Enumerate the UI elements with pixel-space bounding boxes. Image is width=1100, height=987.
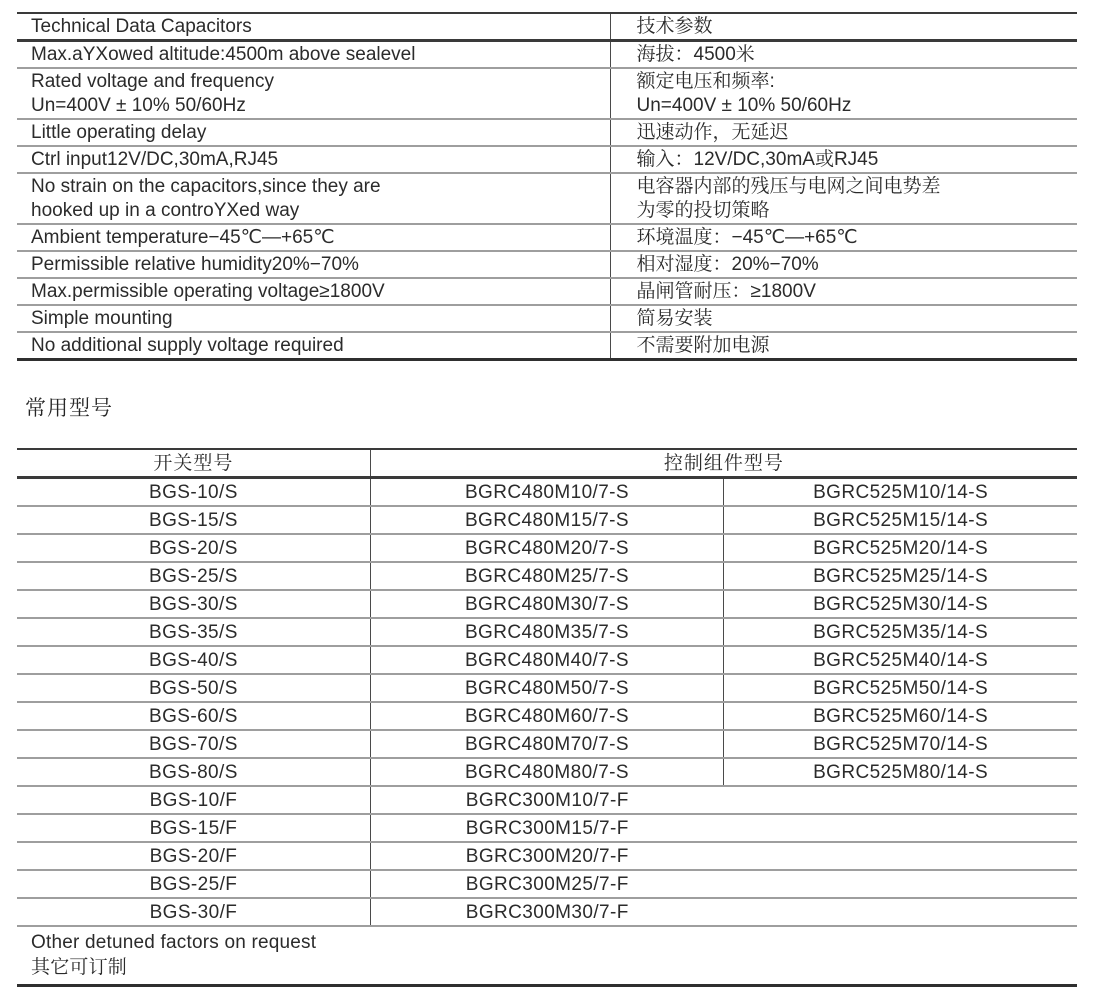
control-component-cell-1: BGRC480M10/7-S [370,478,723,507]
text-line: Max.permissible operating voltage≥1800V [31,280,385,302]
tech-spec-english [17,224,610,251]
text-line: 相对湿度：20%−70% [636,253,819,275]
text-line: 海拔：4500米 [636,43,755,65]
tech-table-row [17,251,1077,278]
control-component-cell-2: BGRC525M50/14-S [724,674,1077,702]
control-component-cell-2: BGRC525M35/14-S [724,618,1077,646]
model-table-row [17,758,1077,786]
switch-model-cell: BGS-20/S [17,534,370,562]
switch-model-cell: BGS-25/S [17,562,370,590]
text-line: 输入：12V/DC,30mA或RJ45 [636,148,879,170]
control-component-cell-1: BGRC480M50/7-S [370,674,723,702]
switch-model-column-header: 开关型号 [17,449,370,478]
text-line: Rated voltage and frequency [31,70,274,92]
tech-spec-chinese [610,68,1077,119]
tech-spec-english [17,278,610,305]
text-line: No strain on the capacitors,since they are [31,175,381,197]
control-component-cell-2 [724,786,1077,814]
tech-spec-chinese [610,13,1077,41]
footer-note [17,926,1077,986]
control-component-column-header: 控制组件型号 [370,449,1077,478]
tech-spec-english [17,119,610,146]
text-line: Max.aYXowed altitude:4500m above sealevel [31,43,416,65]
text-line: 环境温度：−45℃—+65℃ [636,226,858,248]
tech-spec-english [17,173,610,224]
model-table-row [17,646,1077,674]
control-component-cell-2 [724,842,1077,870]
text-line: 不需要附加电源 [636,334,770,356]
control-component-cell-1: BGRC480M80/7-S [370,758,723,786]
model-table-row [17,898,1077,926]
tech-spec-chinese [610,173,1077,224]
switch-model-cell: BGS-60/S [17,702,370,730]
model-table-row [17,674,1077,702]
text-line: Un=400V ± 10% 50/60Hz [31,94,246,116]
tech-spec-english [17,332,610,360]
control-component-cell-1: BGRC480M40/7-S [370,646,723,674]
tech-table-row [17,146,1077,173]
text-line: 简易安装 [636,307,713,329]
tech-table-row [17,224,1077,251]
control-component-cell-2: BGRC525M20/14-S [724,534,1077,562]
model-table-header-row [17,449,1077,478]
control-component-cell-2: BGRC525M30/14-S [724,590,1077,618]
text-line: Un=400V ± 10% 50/60Hz [636,94,852,116]
text-line: 额定电压和频率: [636,70,775,92]
tech-spec-english [17,251,610,278]
text-line: Little operating delay [31,121,207,143]
technical-data-table-body [17,13,1077,360]
text-line: No additional supply voltage required [31,334,344,356]
tech-spec-english [17,13,610,41]
control-component-cell-2 [724,870,1077,898]
model-table-row [17,870,1077,898]
tech-spec-chinese [610,224,1077,251]
footer-note-en: Other detuned factors on request [31,932,317,953]
switch-model-cell: BGS-80/S [17,758,370,786]
model-table-row [17,842,1077,870]
text-line: Permissible relative humidity20%−70% [31,253,359,275]
datasheet-page [0,12,1100,978]
control-component-cell-1: BGRC300M15/7-F [370,814,723,842]
text-line: Ambient temperature−45℃—+65℃ [31,226,335,248]
control-component-cell-2: BGRC525M60/14-S [724,702,1077,730]
model-table-row [17,562,1077,590]
switch-model-cell: BGS-50/S [17,674,370,702]
tech-spec-chinese [610,332,1077,360]
model-table-body [17,478,1077,927]
switch-model-cell: BGS-30/F [17,898,370,926]
control-component-cell-1: BGRC480M25/7-S [370,562,723,590]
model-table-row [17,786,1077,814]
switch-model-cell: BGS-40/S [17,646,370,674]
model-table-row [17,814,1077,842]
text-line: Ctrl input12V/DC,30mA,RJ45 [31,148,279,170]
control-component-cell-1: BGRC480M70/7-S [370,730,723,758]
control-component-cell-2: BGRC525M15/14-S [724,506,1077,534]
tech-table-header-row [17,13,1077,41]
tech-table-row [17,119,1077,146]
switch-model-cell: BGS-25/F [17,870,370,898]
model-table-row [17,534,1077,562]
control-component-cell-2 [724,814,1077,842]
control-component-cell-2: BGRC525M25/14-S [724,562,1077,590]
tech-spec-chinese [610,305,1077,332]
tech-spec-english [17,305,610,332]
tech-spec-english [17,68,610,119]
model-table-row [17,702,1077,730]
text-line: 电容器内部的残压与电网之间电势差 [636,175,941,197]
model-table-row [17,590,1077,618]
model-table-row [17,618,1077,646]
control-component-cell-1: BGRC480M15/7-S [370,506,723,534]
switch-model-cell: BGS-35/S [17,618,370,646]
model-number-table [17,448,1077,987]
text-line: 为零的投切策略 [636,199,770,221]
switch-model-cell: BGS-15/S [17,506,370,534]
text-line: Simple mounting [31,307,173,329]
text-line: 晶闸管耐压：≥1800V [636,280,816,302]
control-component-cell-2: BGRC525M70/14-S [724,730,1077,758]
switch-model-cell: BGS-10/F [17,786,370,814]
tech-table-row [17,173,1077,224]
control-component-cell-2 [724,898,1077,926]
model-table-row [17,730,1077,758]
tech-spec-chinese [610,146,1077,173]
switch-model-cell: BGS-10/S [17,478,370,507]
control-component-cell-2: BGRC525M40/14-S [724,646,1077,674]
tech-table-row [17,68,1077,119]
control-component-cell-1: BGRC480M30/7-S [370,590,723,618]
tech-table-row [17,305,1077,332]
control-component-cell-1: BGRC300M30/7-F [370,898,723,926]
control-component-cell-1: BGRC300M25/7-F [370,870,723,898]
tech-table-row [17,332,1077,360]
tech-spec-english [17,41,610,69]
text-line: 技术参数 [636,15,713,37]
tech-spec-chinese [610,119,1077,146]
switch-model-cell: BGS-15/F [17,814,370,842]
switch-model-cell: BGS-70/S [17,730,370,758]
control-component-cell-2: BGRC525M80/14-S [724,758,1077,786]
tech-spec-chinese [610,278,1077,305]
tech-spec-chinese [610,41,1077,69]
tech-table-row [17,41,1077,69]
text-line: 迅速动作，无延迟 [636,121,789,143]
model-table-row [17,506,1077,534]
switch-model-cell: BGS-30/S [17,590,370,618]
model-table-row [17,478,1077,507]
tech-spec-chinese [610,251,1077,278]
tech-spec-english [17,146,610,173]
control-component-cell-1: BGRC480M60/7-S [370,702,723,730]
control-component-cell-2: BGRC525M10/14-S [724,478,1077,507]
text-line: hooked up in a controYXed way [31,199,300,221]
tech-table-row [17,278,1077,305]
footer-note-cn: 其它可订制 [31,957,128,978]
switch-model-cell: BGS-20/F [17,842,370,870]
control-component-cell-1: BGRC300M20/7-F [370,842,723,870]
text-line: Technical Data Capacitors [31,15,252,37]
common-models-section-title: 常用型号 [25,397,113,420]
control-component-cell-1: BGRC480M20/7-S [370,534,723,562]
control-component-cell-1: BGRC480M35/7-S [370,618,723,646]
model-table-footer-row [17,926,1077,986]
control-component-cell-1: BGRC300M10/7-F [370,786,723,814]
technical-data-table [17,12,1077,361]
